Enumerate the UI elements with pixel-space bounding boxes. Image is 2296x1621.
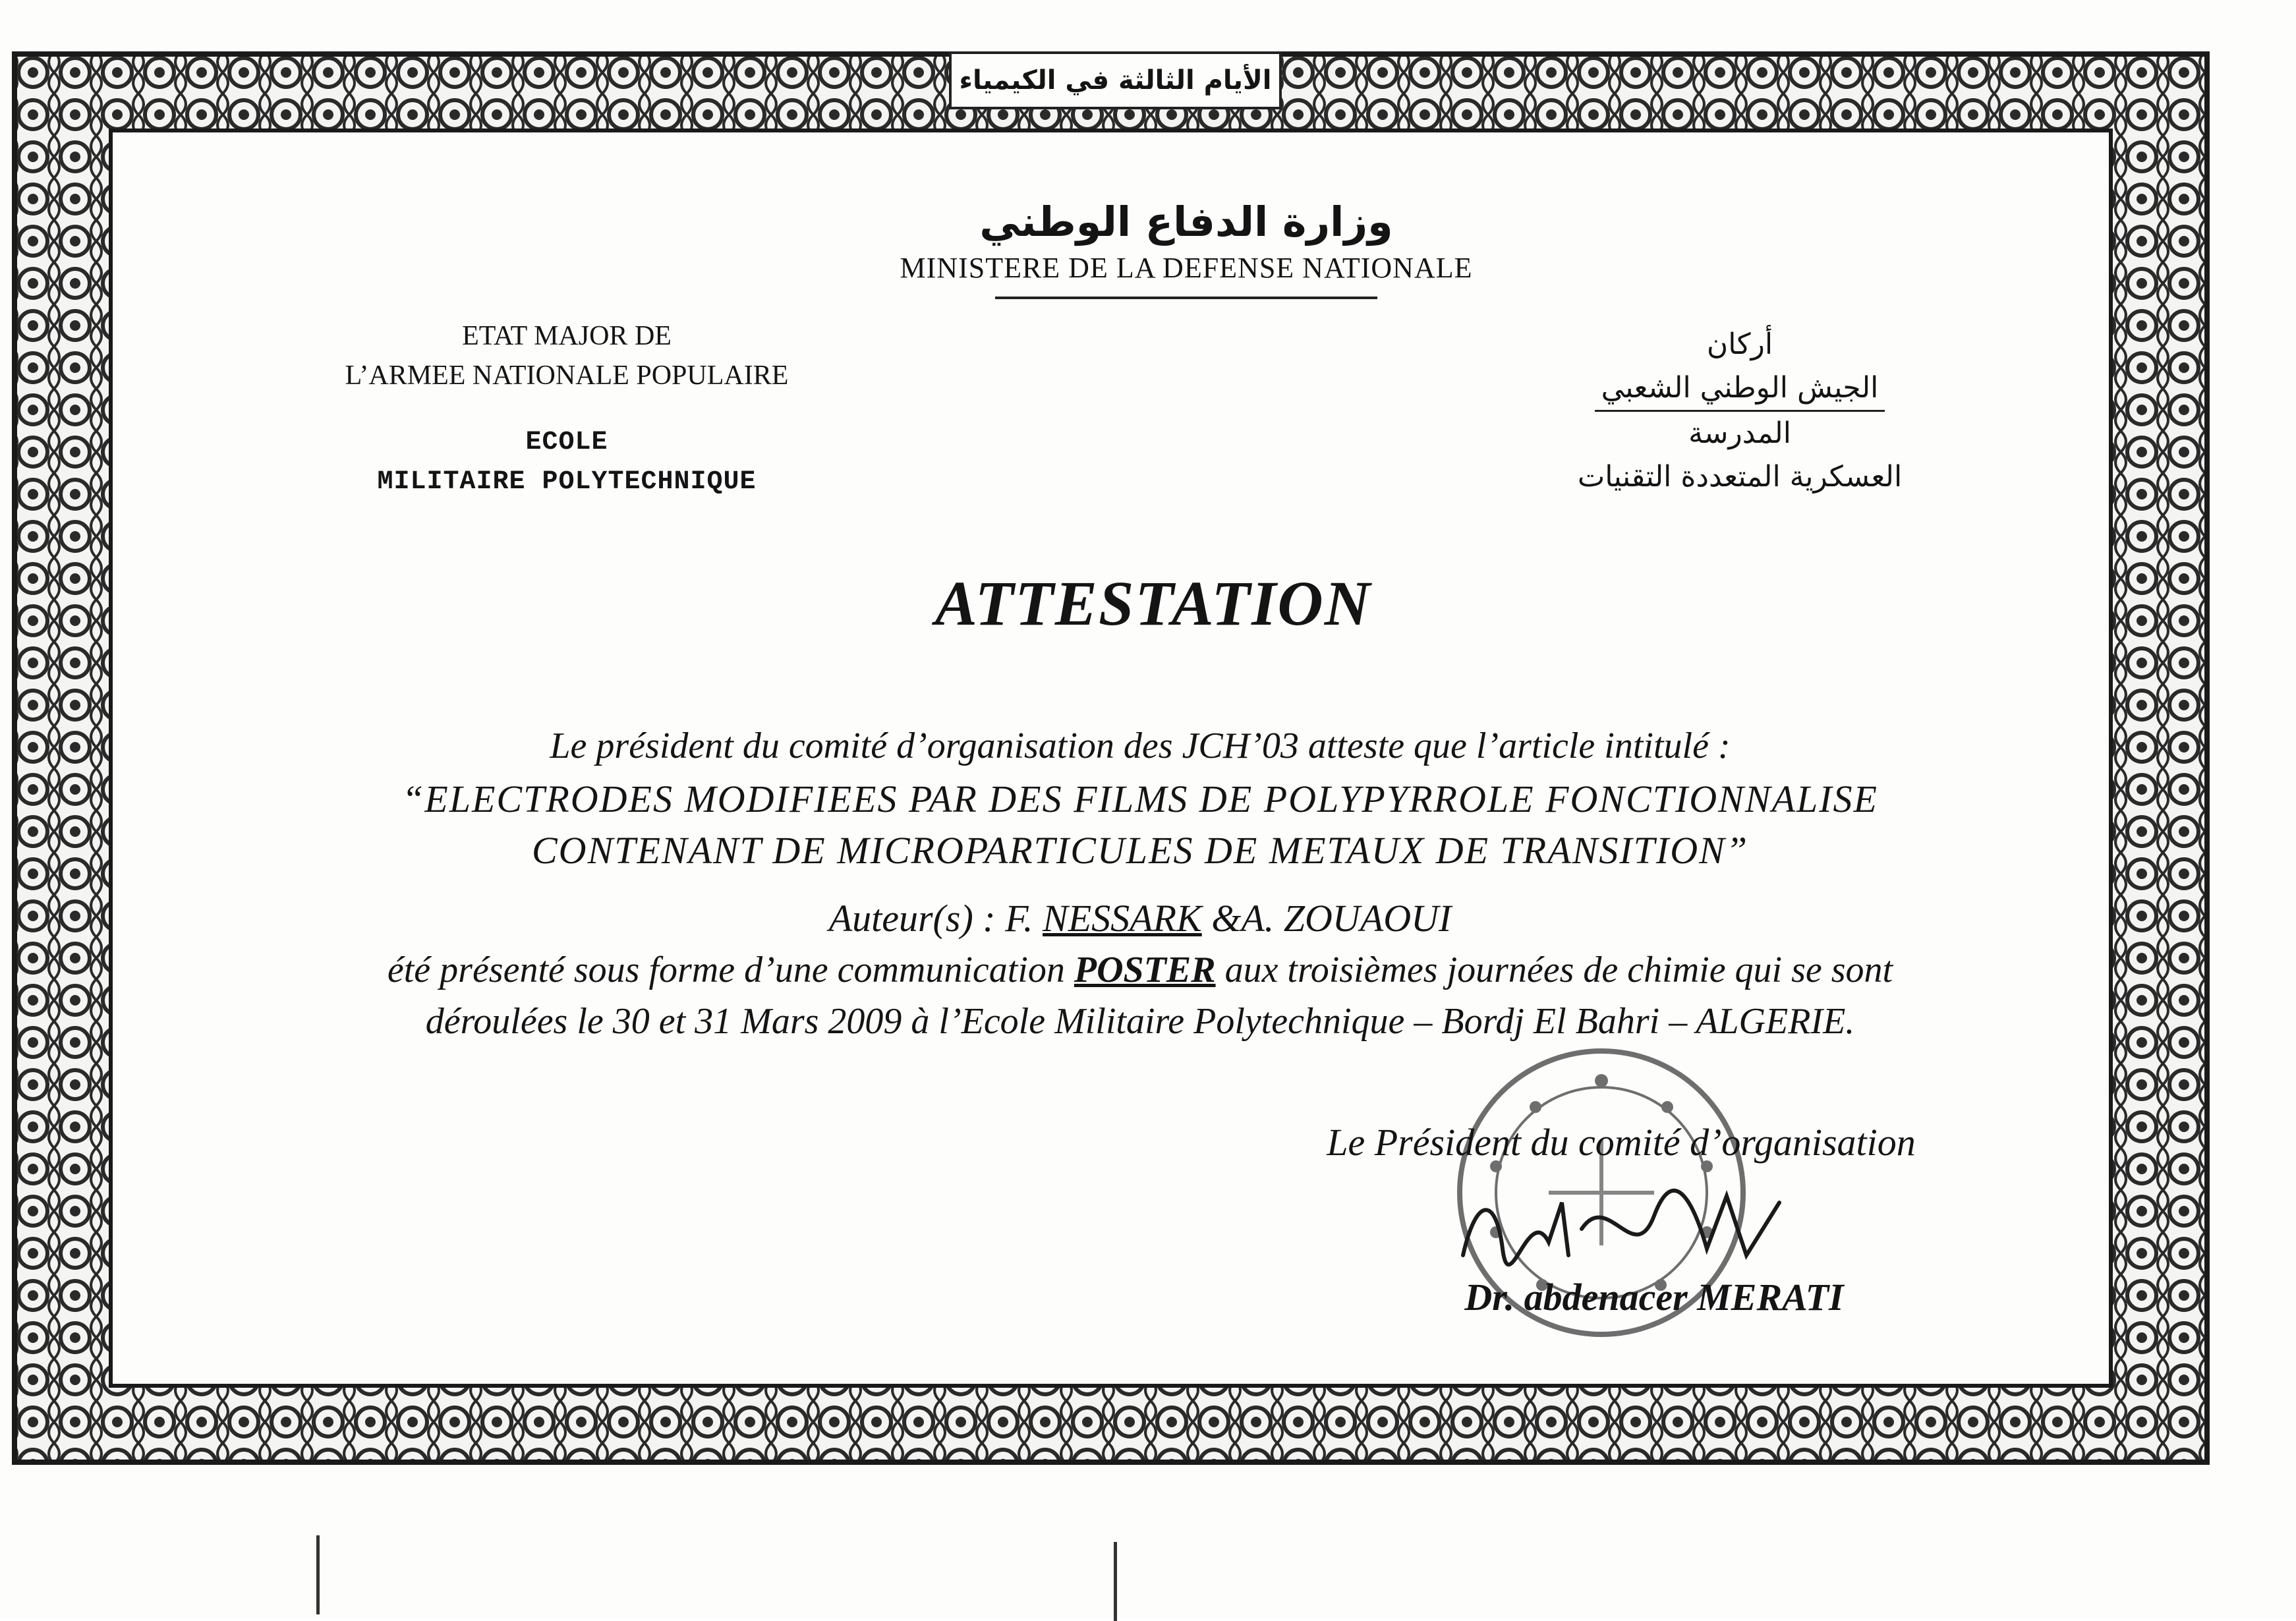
scan-mark: [316, 1535, 320, 1614]
arabic-event-tab: الأيام الثالثة في الكيمياء: [949, 51, 1282, 109]
signature-block: [1252, 1120, 1990, 1319]
ministry-french: MINISTERE DE LA DEFENSE NATIONALE: [900, 252, 1473, 284]
ministry-heading: [857, 198, 1516, 299]
school-line2: MILITAIRE POLYTECHNIQUE: [377, 467, 757, 497]
signatory-role: Le Président du comité d’organisation: [1327, 1121, 1916, 1164]
article-title-line2: CONTENANT DE MICROPARTICULES DE METAUX DE TRANSITION”: [531, 829, 1749, 872]
authors-line: [250, 896, 2030, 940]
poster-label: POSTER: [1074, 950, 1216, 990]
right-header-arabic: [1516, 323, 1964, 499]
signatory-name: Dr. abdenacer MERATI: [1464, 1276, 1844, 1319]
author-primary: NESSARK: [1043, 897, 1202, 940]
article-title-line1: “ELECTRODES MODIFIEES PAR DES FILMS DE POLYPYRROLE FONCTIONNALISE: [402, 778, 1878, 820]
right-header-line2: الجيش الوطني الشعبي: [1595, 366, 1885, 412]
description-line2: déroulées le 30 et 31 Mars 2009 à l’Ecole Militaire Polytechnique – Bordj El Bahri – ALGERIE.: [425, 1001, 1855, 1042]
left-header-line2: L’ARMEE NATIONALE POPULAIRE: [345, 360, 789, 391]
left-header-line1: ETAT MAJOR DE: [462, 321, 672, 351]
description: [250, 944, 2030, 1047]
authors-label: Auteur(s) : F.: [828, 897, 1033, 940]
scan-mark: [1114, 1542, 1117, 1621]
document-title: ATTESTATION: [934, 568, 1372, 639]
handwritten-signature-icon: [1437, 1176, 1806, 1275]
article-title: [250, 774, 2030, 876]
description-part2: aux troisièmes journées de chimie qui se sont: [1224, 950, 1893, 990]
author-secondary: &A. ZOUAOUI: [1211, 897, 1452, 940]
right-header-line4: العسكرية المتعددة التقنيات: [1577, 460, 1903, 494]
school-name: [283, 423, 850, 502]
right-header-line1: أركان: [1706, 327, 1773, 361]
left-header: [283, 316, 850, 502]
ministry-arabic: وزارة الدفاع الوطني: [979, 198, 1393, 246]
ministry-underline: [995, 297, 1377, 299]
right-header-line3: المدرسة: [1688, 416, 1791, 450]
intro-text: Le président du comité d’organisation des JCH’03 atteste que l’article intitulé :: [550, 725, 1731, 766]
description-part1: été présenté sous forme d’une communication: [387, 950, 1065, 990]
school-line1: ECOLE: [525, 428, 608, 457]
attestation-body: [250, 725, 2030, 1047]
